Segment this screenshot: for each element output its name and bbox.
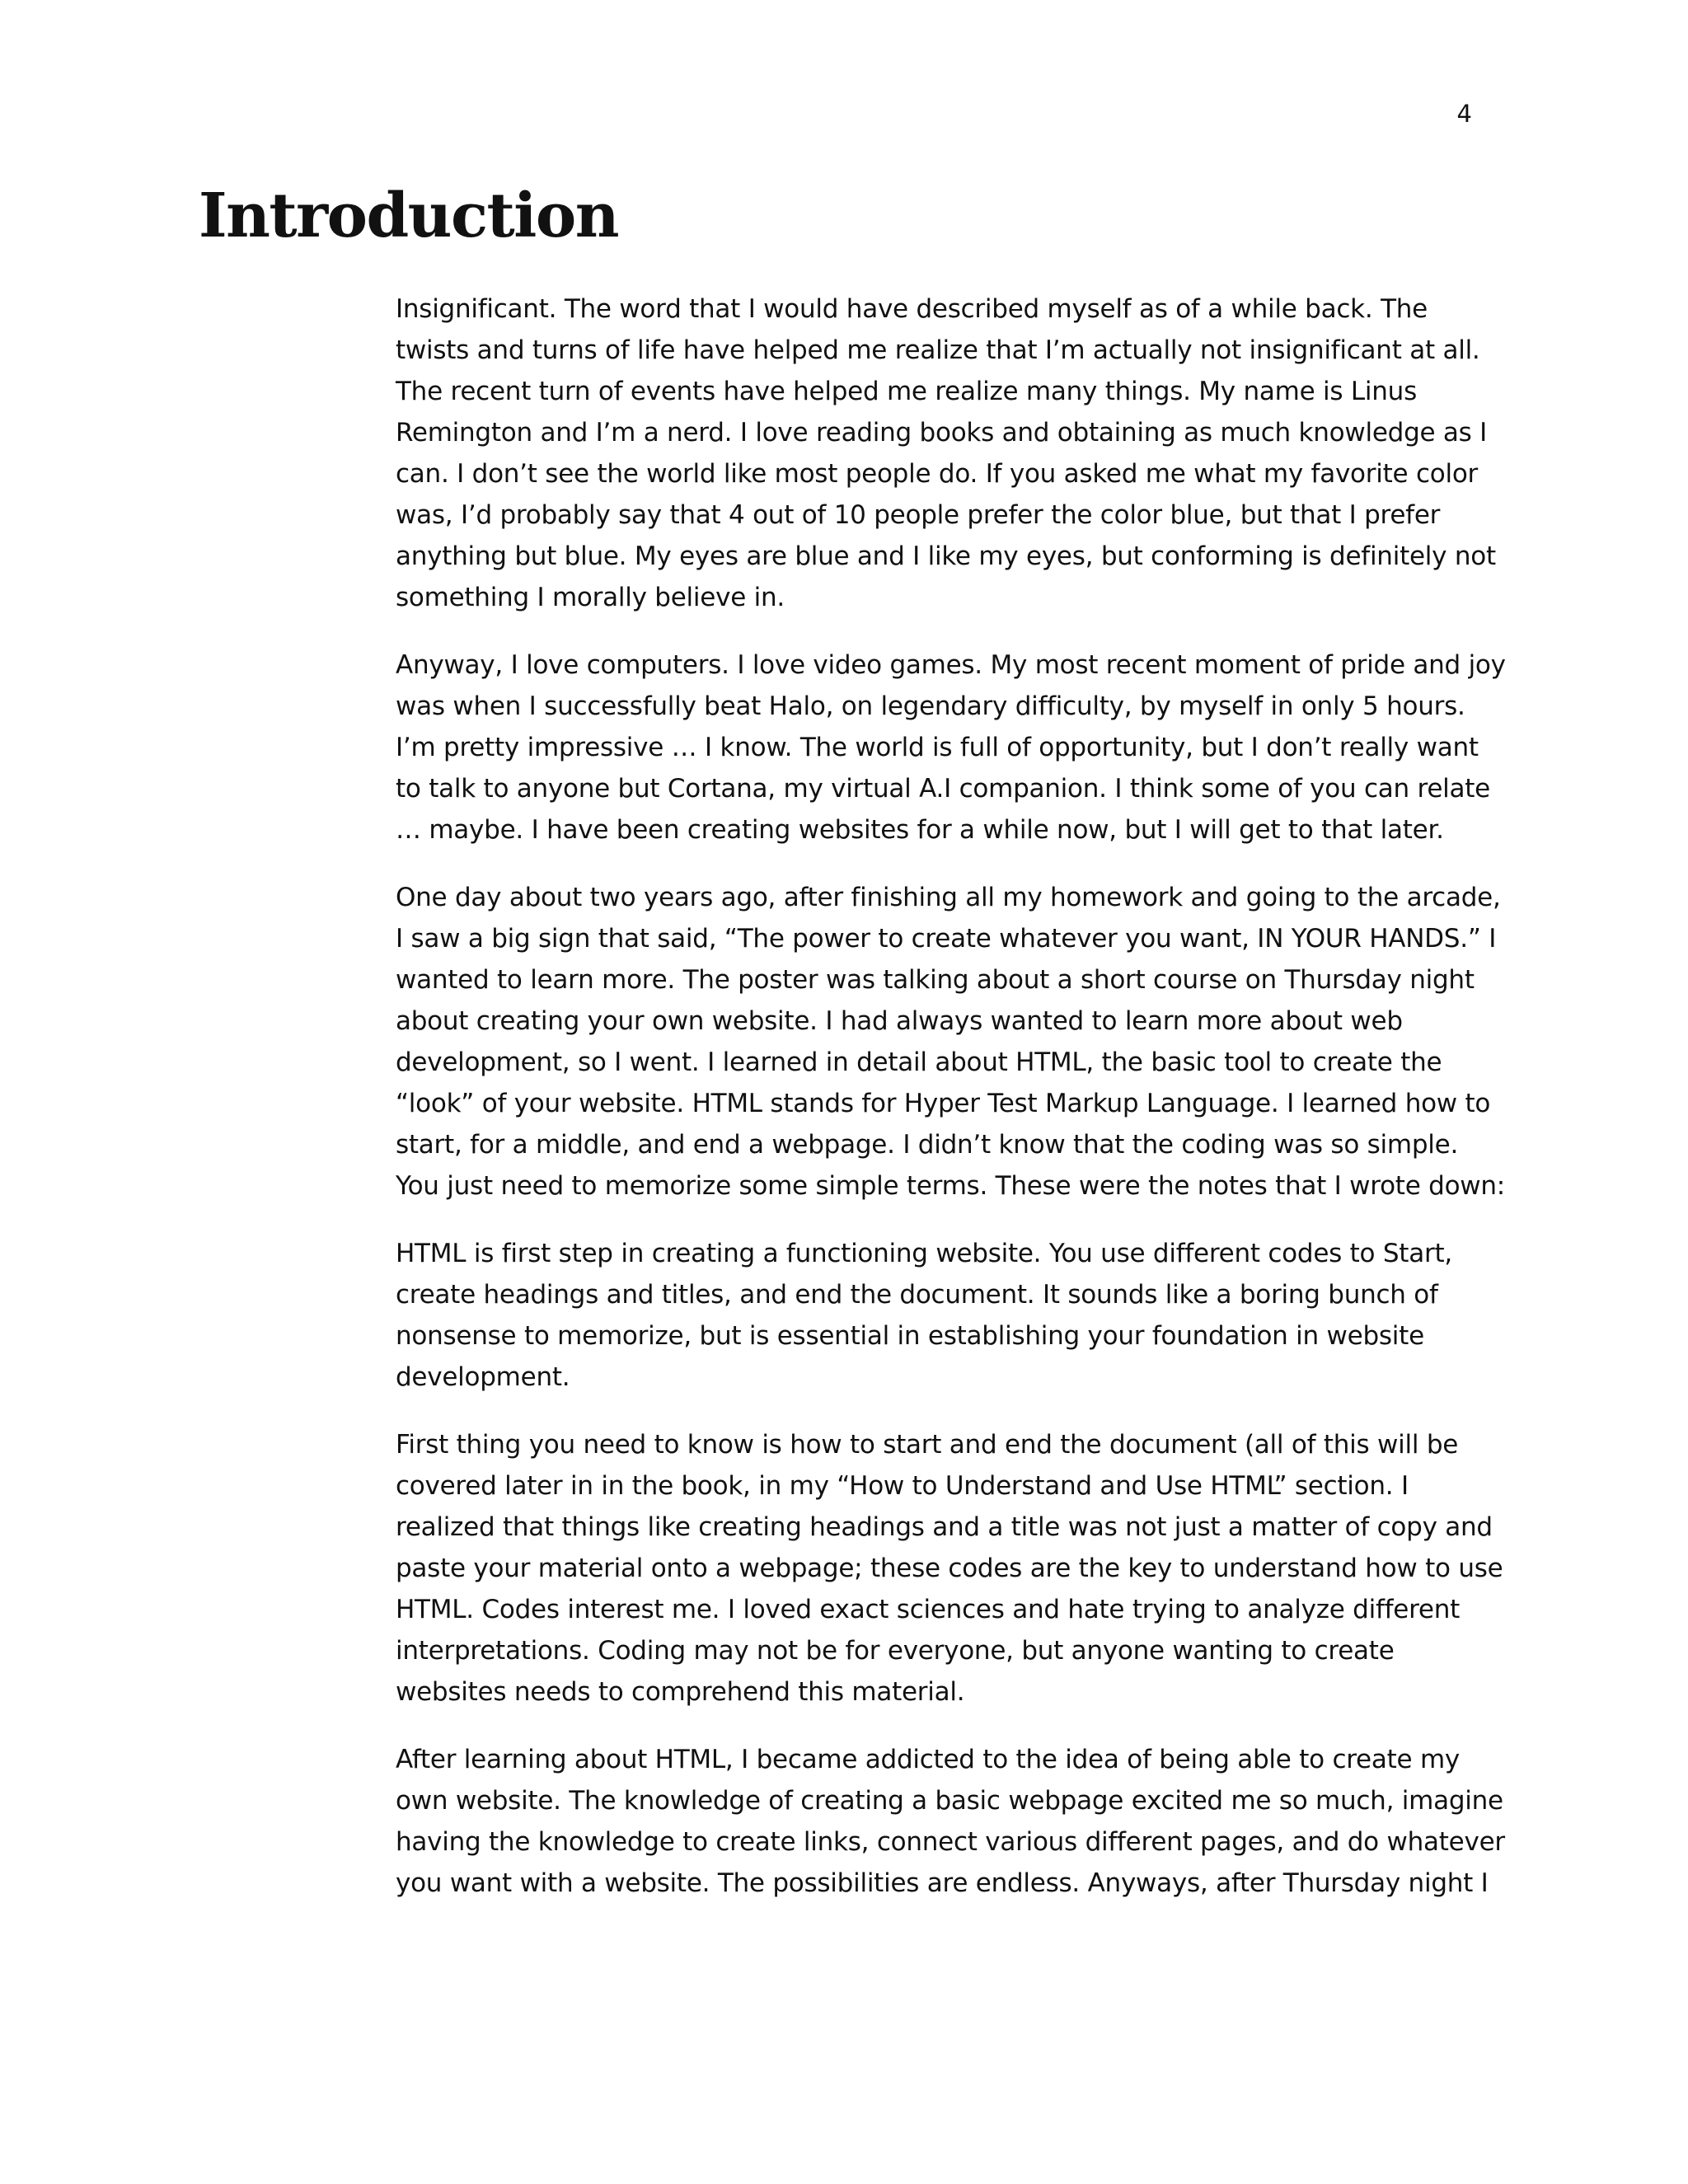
paragraph: HTML is first step in creating a functioning website. You use different codes to Start, create headings and titles, and end the document. It sounds like a boring bunch of nonsense to memorize, but is essential in establishing your foundation in website development. [396,1239,1452,1392]
paragraph: One day about two years ago, after finishing all my homework and going to the arcade, I saw a big sign that said, “The power to create whatever you want, IN YOUR HANDS.” I wanted to learn more. The poster was talking about a short course on Thursday night about creating your own website. I had always wanted to learn more about web development, so I went. I learned in detail about HTML, the basic tool to create the “look” of your website. HTML stands for Hyper Test Markup Language. I learned how to start, for a middle, and end a webpage. I didn’t know that the coding was so simple. You just need to memorize some simple terms. These were the notes that I wrote down: [396,883,1505,1201]
body-text [396,288,1508,1930]
paragraph: Insignificant. The word that I would have described myself as of a while back. The twists and turns of life have helped me realize that I’m actually not insignificant at all. The recent turn of events have helped me realize many things. My name is Linus Remington and I’m a nerd. I love reading books and obtaining as much knowledge as I can. I don’t see the world like most people do. If you asked me what my favorite color was, I’d probably say that 4 out of 10 people prefer the color blue, but that I prefer anything but blue. My eyes are blue and I like my eyes, but conforming is definitely not something I morally believe in. [396,294,1496,612]
page-title: Introduction [199,180,618,251]
paragraph: First thing you need to know is how to start and end the document (all of this will be covered later in in the book, in my “How to Understand and Use HTML” section. I realized that things like creating headings and a title was not just a matter of copy and paste your material onto a webpage; these codes are the key to understand how to use HTML. Codes interest me. I loved exact sciences and hate trying to analyze different interpretations. Coding may not be for everyone, but anyone wanting to create websites needs to comprehend this material. [396,1430,1503,1707]
paragraph: Anyway, I love computers. I love video games. My most recent moment of pride and joy was when I successfully beat Halo, on legendary difficulty, by myself in only 5 hours. I’m pretty impressive … I know. The world is full of opportunity, but I don’t really want to talk to anyone but Cortana, my virtual A.I companion. I think some of you can relate … maybe. I have been creating websites for a while now, but I will get to that later. [396,650,1506,845]
paragraph: After learning about HTML, I became addicted to the idea of being able to create my own website. The knowledge of creating a basic webpage excited me so much, imagine having the knowledge to create links, connect various different pages, and do whatever you want with a website. The possibilities are endless. Anyways, after Thursday night I [396,1745,1505,1898]
page-number: 4 [1456,100,1472,128]
